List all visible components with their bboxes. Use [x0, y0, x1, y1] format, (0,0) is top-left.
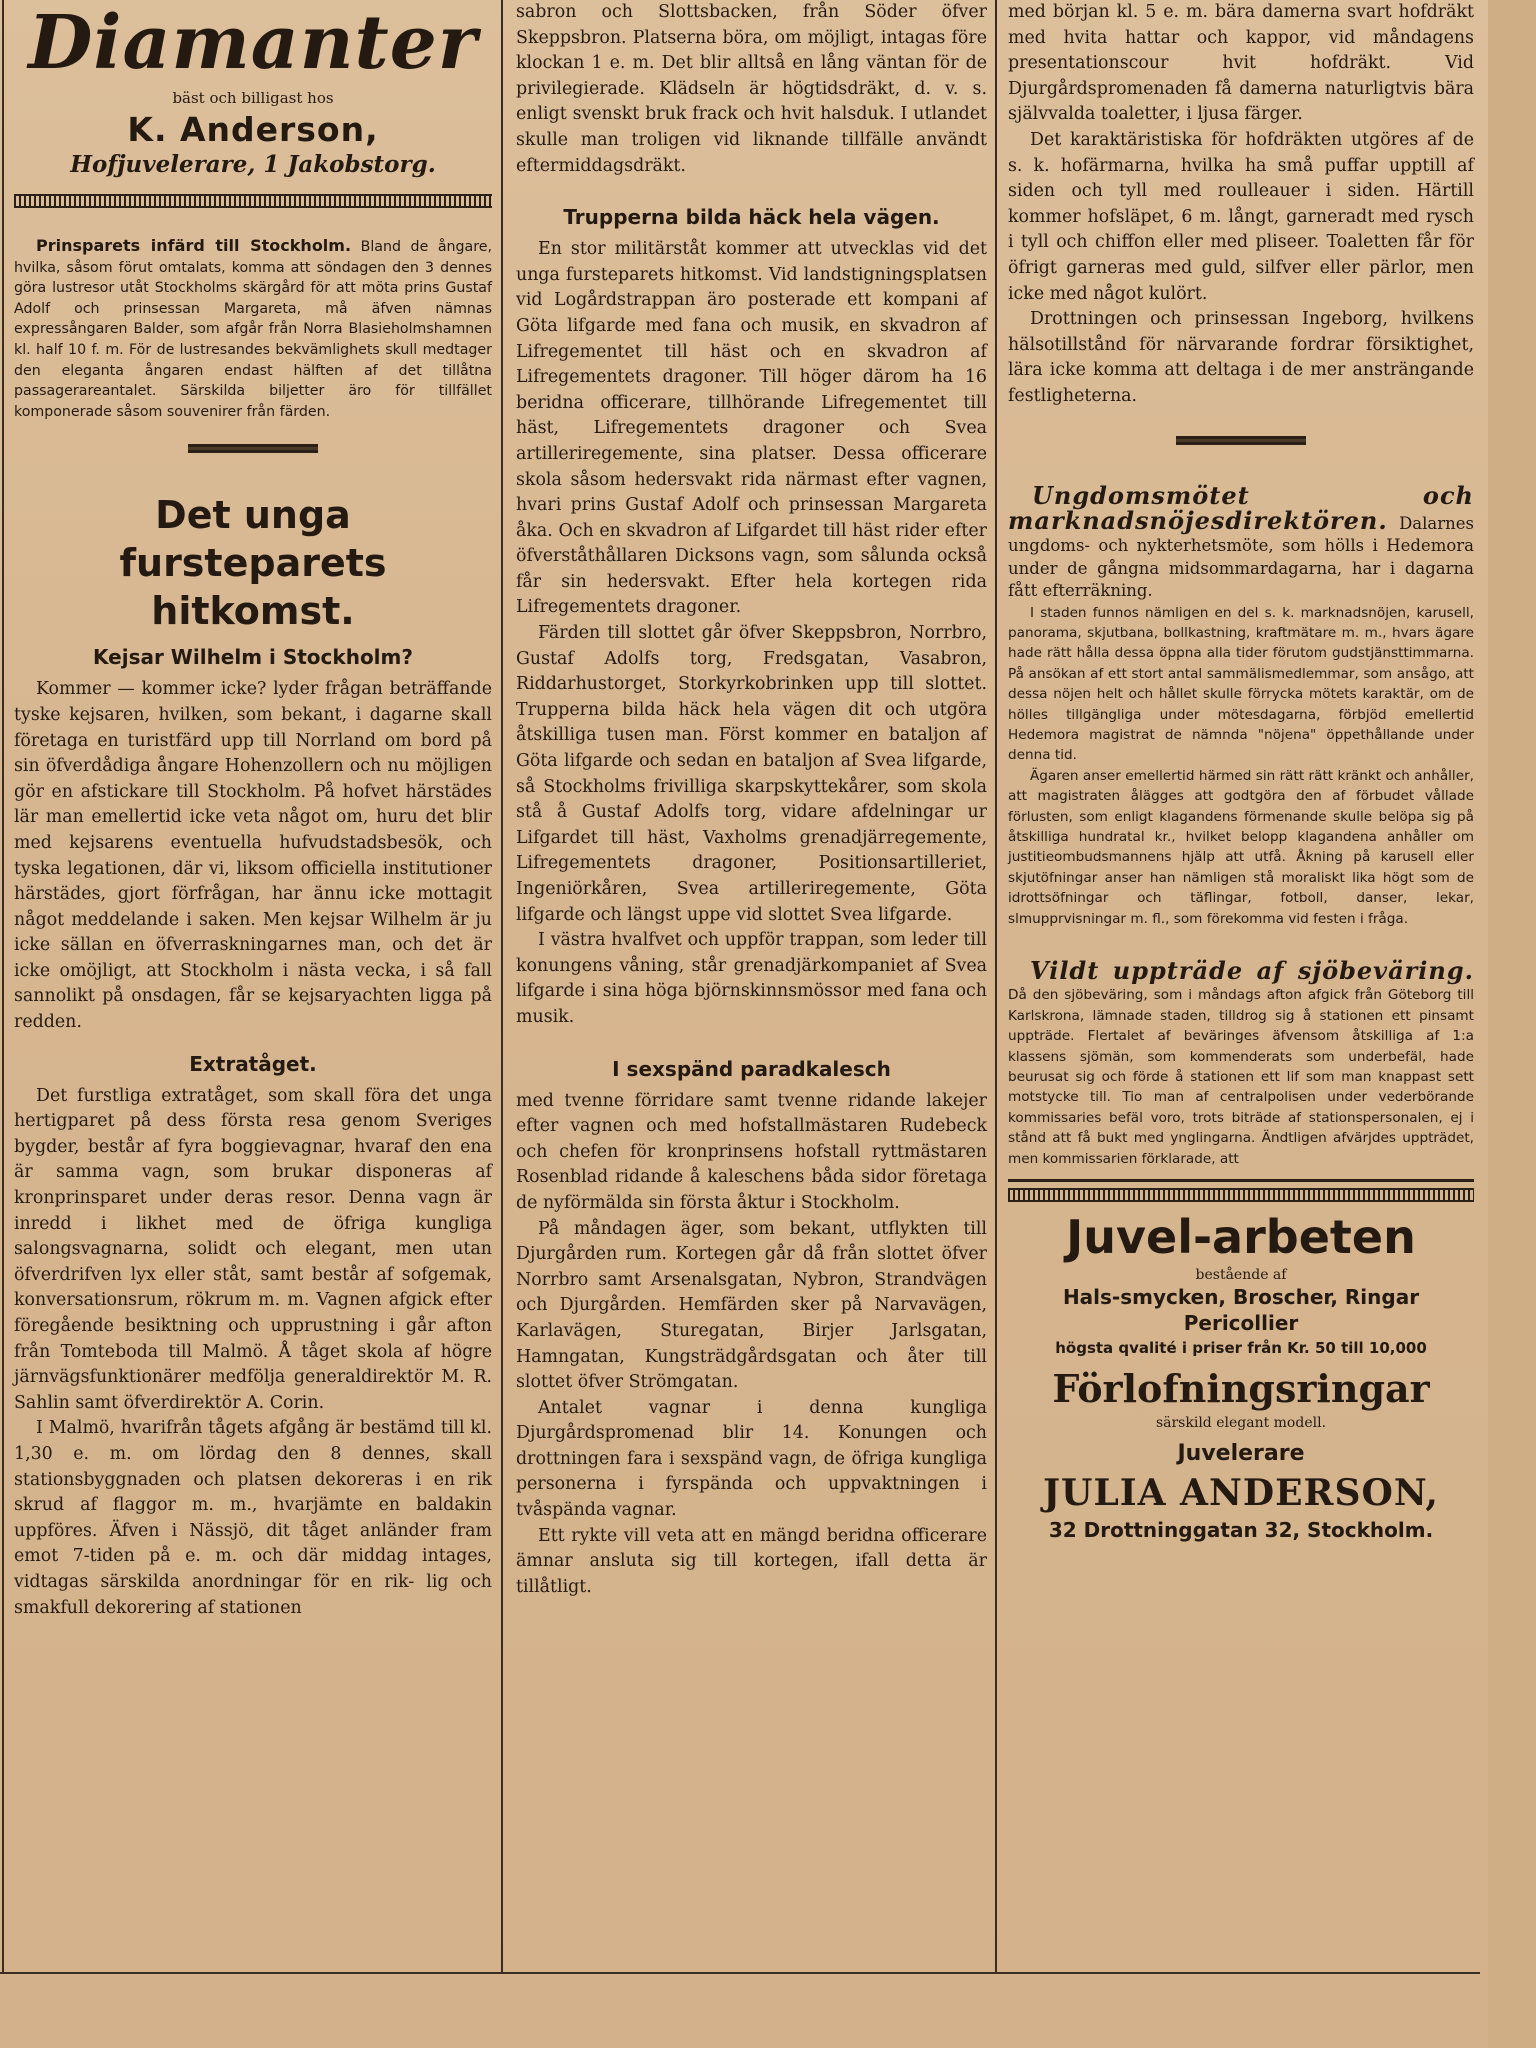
ungdom-lead: Dalarnes ungdoms- och nykterhetsmöte, som hölls i Hedemora under de gångna midsommardagarna, har i dagarna fått efterräkning.	[1008, 513, 1474, 601]
paragraph: En stor militärståt kommer att utvecklas vid det unga fursteparets hitkomst. Vid landstigningsplatsen vid Logårdstrappan äro posterade ett kompani af Göta lifgarde med fana och musik, en skvadron af Lifregementet till häst och en skvadron af Lifregementets dragoner. Till höger därom ha 16 beridna officerare, tillhörande Lifregementet till häst, Lifregementets dragoner och Svea artilleriregemente, sina platser. Dessa officerare skola såsom hedersvakt rida närmast efter vagnen, hvari prins Gustaf Adolf och prinsessan Margareta åka. Och en skvadron af Lifgardet till häst rider efter öfverståthållaren Dicksons vagn, som sålunda också får sin hedersvakt. Efter hela kortegen rida Lifregementets dragoner.	[516, 239, 987, 618]
vildt-headline: Vildt uppträde af sjöbeväring.	[1030, 956, 1474, 986]
ad-diamanter-name: K. Anderson,	[127, 110, 379, 149]
paragraph: med början kl. 5 e. m. bära damerna svart hofdräkt med hvita hattar och kappor, vid måndagens presentationscour hvit hofdräkt. Vid Djurgårdspromenaden få damerna naturligtvis bära självvalda toaletter, i ljusa färger.	[1008, 2, 1474, 125]
main-article	[14, 491, 492, 1621]
main-headline: Det unga fursteparets hitkomst.	[119, 493, 387, 634]
ad-diamanter	[14, 0, 492, 180]
ad-juvel-name: JULIA ANDERSON,	[1043, 1472, 1439, 1515]
column-rule-2	[995, 0, 997, 1972]
ad-diamanter-line1: bäst och billigast hos	[172, 89, 334, 107]
paragraph: Ett rykte vill veta att en mängd beridna officerare ämnar ansluta sig till kortegen, ifall detta är tillåtligt.	[516, 1525, 987, 1597]
ad-juvel-title2: Förlofningsringar	[1052, 1366, 1430, 1412]
column-1	[8, 0, 498, 1972]
ornament	[1176, 436, 1306, 445]
paragraph: Det furstliga extratåget, som skall föra det unga hertigparet på dess första resa genom Sveriges bygder, består af fyra boggievagnar, hvaraf den ena är samma vagn, som brukar disponeras af kronprinsparet under deras resor. Denna vagn är inredd i likhet med de öfriga kungliga salongsvagnarna, solidt och elegant, men utan öfverdrifven lyx eller ståt, samt består af sofgemak, konversationsrum, rökrum m. m. Vagnen afgick efter föregående besiktning och upprustning i går afton från Tomteboda till Malmö. Å tåget skola af högre järnvägsfunktionärer medfölja generaldirektör M. R. Sahlin samt öfverdirektör A. Corin.	[14, 1085, 492, 1413]
ad-juvel-line2: Hals-smycken, Broscher, Ringar	[1062, 1285, 1420, 1310]
ornament	[188, 444, 318, 453]
paragraph: I västra hvalfvet och uppför trappan, som leder till konungens våning, står grenadjärkompaniet af Svea lifgarde i sina höga björnskinnsmössor med fana och musik.	[516, 930, 987, 1027]
subhead-paradkalesch: I sexspänd paradkalesch	[612, 1056, 891, 1081]
divider	[1008, 1179, 1474, 1182]
ungdom-headline: Ungdomsmötet och marknadsnöjesdirektören.	[1008, 480, 1474, 535]
paragraph: Färden till slottet går öfver Skeppsbron, Norrbro, Gustaf Adolfs torg, Fredsgatan, Vasabron, Riddarhustorget, Storkyrkobrinken upp till slottet. Trupperna bilda häck hela vägen dit och utgöra åtskilliga tusen man. Först kommer en bataljon af Göta lifgarde och sedan en bataljon af Svea lifgarde, så Stockholms frivilliga skarpskyttekårer, som skola stå å Gustaf Adolfs torg, vidare afdelningar ur Lifgardet till häst, Vaxholms grenadjärregemente, Lifregementets dragoner, Positionsartilleriet, Ingeniörkåren, Svea artilleriregemente, Göta lifgarde och längst uppe vid slottet Svea lifgarde.	[516, 623, 987, 925]
left-border	[2, 0, 4, 1972]
ad-juvel-line6: Juvelerare	[1177, 1441, 1305, 1467]
paragraph: På måndagen äger, som bekant, utflykten till Djurgården rum. Kortegen går då från slottet öfver Norrbro samt Arsenalsgatan, Nybron, Strandvägen och Djurgården. Hemfärden sker på Narvavägen, Karlavägen, Sturegatan, Birjer Jarlsgatan, Hamngatan, Kungsträdgårdsgatan och åter till slottet öfver Strömgatan.	[516, 1218, 987, 1393]
vildt-body: Då den sjöbeväring, som i måndags afton afgick från Göteborg till Karlskrona, lämnade staden, tilldrog sig å stationen ett pinsamt uppträde. Flertalet af beväringes äfvensom åtskilliga af 1:a klassens sjömän, som kommenderats som underbefäl, hade beurusat sig och förde å stationen ett lif som man knappast sett motstycke till. Tio man af centralpolisen under vederbörande kommissaries befäl voro, trots biträde af stationspersonalen, ej i stånd att få bukt med ynglingarna. Ändtligen afvärjdes uppträdet, men kommissarien förklarade, att	[1008, 987, 1474, 1167]
paragraph: sabron och Slottsbacken, från Söder öfver Skeppsbron. Platserna böra, om möjligt, intagas före klockan 1 e. m. Det blir alltså en lång väntan för de privilegierade. Klädseln är högtidsdräkt, d. v. s. enligt svenskt bruk frack och hvit halsduk. I utlandet skulle man troligen vid liknande tillfälle användt eftermiddagsdräkt.	[516, 2, 987, 176]
ungdom-article	[1008, 480, 1474, 930]
paragraph: Kommer — kommer icke? lyder frågan beträffande tyske kejsaren, hvilken, som bekant, i dagarne skall företaga en turistfärd upp till Norrland om bord på sin öfverdådiga ångare Hohenzollern och nu möjligen gör en afstickare till Stockholm. På hofvet härstädes lär man emellertid icke veta något om, huru det blir med kejsarens eventuella hufvudstadsbesök, och tyska legationen, där vi, liksom officiella institutioner härstädes, gjort förfrågan, har ännu icke mottagit något meddelande i saken. Men kejsar Wilhelm är ju icke sällan en öfverraskningarnes man, och det är icke omöjligt, att Stockholm i nästa vecka, i så fall sannolikt på onsdagen, får se kejsaryachten ligga på redden.	[14, 679, 492, 1033]
column-3	[1000, 0, 1480, 1972]
subhead-extratag: Extratåget.	[189, 1051, 317, 1076]
ad-juvel-line5: särskild elegant modell.	[1155, 1415, 1327, 1432]
paragraph: Antalet vagnar i denna kungliga Djurgårdspromenad blir 14. Konungen och drottningen fara i sexspänd vagn, de öfriga kungliga personerna i fyrspända och uppvaktningen i tvåspända vagnar.	[516, 1397, 987, 1521]
subhead-trupperna: Trupperna bilda häck hela vägen.	[563, 205, 940, 230]
vildt-article	[1008, 956, 1474, 1169]
paragraph: med tvenne förridare samt tvenne ridande lakejer efter vagnen och med hofstallmästaren Rudebeck och chefen för kronprinsens hofstall ryttmästaren Rosenblad ridande å kaleschens båda sidor företaga de nyförmälda sin första åktur i Stockholm.	[516, 1090, 987, 1213]
paragraph: I staden funnos nämligen en del s. k. marknadsnöjen, karusell, panorama, skjutbana, bollkastning, kraftmätare m. m., hvars ägare hade rätt hålla dessa öppna alla tider förutom gudstjänsttimmarna. På ansökan af ett stort antal sammälismedlemmar, som ansågo, att dessa nöjen helt och hållet skulle förrycka mötets karaktär, om de hölles tillgängliga under mötesdagarna, förbjöd emellertid Hedemora magistrat de nämnda "nöjena" öppethållande under denna tid.	[1008, 604, 1474, 764]
divider	[1008, 1188, 1474, 1202]
ad-diamanter-title: Diamanter	[28, 0, 478, 86]
subhead-kejsar: Kejsar Wilhelm i Stockholm?	[93, 645, 413, 670]
column-rule-1	[501, 0, 503, 1972]
ad-diamanter-address: Hofjuvelerare, 1 Jakobstorg.	[70, 151, 436, 178]
paragraph: Ägaren anser emellertid härmed sin rätt rätt kränkt och anhåller, att magistraten ålägges att godtgöra den af förbudet vållade förlusten, som enligt klagandens förmenande skulle belöpa sig på åtskilliga hundratal kr., hvilket belopp klagandena anhåller om justitieombudsmannens hjälp att utfå. Åkning på karusell eller skjutöfningar anser han nämligen stå moraliskt lika högt som de idrottsöfningar och täflingar, fotboll, danser, lekar, slmupprvisningar m. fl., som förekomma vid festen i fråga.	[1008, 767, 1474, 927]
ad-juvel-title: Juvel-arbeten	[1066, 1210, 1416, 1265]
prinsparets-body: Bland de ångare, hvilka, såsom förut omtalats, komma att söndagen den 3 dennes göra lustresor utåt Stockholms skärgård för att möta prins Gustaf Adolf och prinsessan Margareta, må äfven nämnas expressångaren Balder, som afgår från Norra Blasieholmshamnen kl. half 10 f. m. För de lustresandes bekvämlighets skull medtager den eleganta ångaren endast hälften af det tillåtna passagerareantalet. Särskilda biljetter äro för tillfället komponerade såsom souvenirer från färden.	[14, 239, 493, 420]
paragraph: I Malmö, hvarifrån tågets afgång är bestämd till kl. 1,30 e. m. om lördag den 8 dennes, skall stationsbyggnaden och platsen dekoreras i en rik skrud af flaggor m. m., hvarjämte en baldakin uppföres. Äfven i Nässjö, dit tåget anländer fram emot 7-tiden på e. m. och där middag intages, vidtagas särskilda anordningar för en rik- lig och smakfull dekorering af stationen	[14, 1418, 492, 1618]
ad-juvel-line3: Pericollier	[1183, 1311, 1299, 1336]
prinsparets-lead: Prinsparets infärd till Stockholm.	[36, 236, 352, 255]
page-edge	[1488, 0, 1536, 2048]
prinsparets-article	[14, 236, 492, 422]
paragraph: Det karaktäristiska för hofdräkten utgöres af de s. k. hofärmarna, hvilka ha små puffar upptill af siden och tyll med roulleauer i siden. Härtill kommer hofsläpet, 6 m. långt, garneradt med rysch i tyll och chiffon eller med pliseer. Toaletten får för öfrigt garneras med guld, silfver eller pärlor, men icke med något kulört.	[1008, 129, 1474, 304]
paragraph: Drottningen och prinsessan Ingeborg, hvilkens hälsotillstånd för närvarande fordrar försiktighet, lära icke komma att deltaga i de mer ansträngande festligheterna.	[1008, 309, 1474, 406]
ad-juvel-line1: bestående af	[1195, 1267, 1287, 1284]
ad-juvel	[1008, 1208, 1474, 1544]
ad-juvel-line4: högsta qvalité i priser från Kr. 50 till 10,000	[1055, 1339, 1427, 1358]
bottom-rule	[0, 1972, 1480, 1974]
ad-juvel-address: 32 Drottninggatan 32, Stockholm.	[1048, 1518, 1434, 1543]
column-2	[508, 0, 993, 1972]
divider	[14, 194, 492, 208]
